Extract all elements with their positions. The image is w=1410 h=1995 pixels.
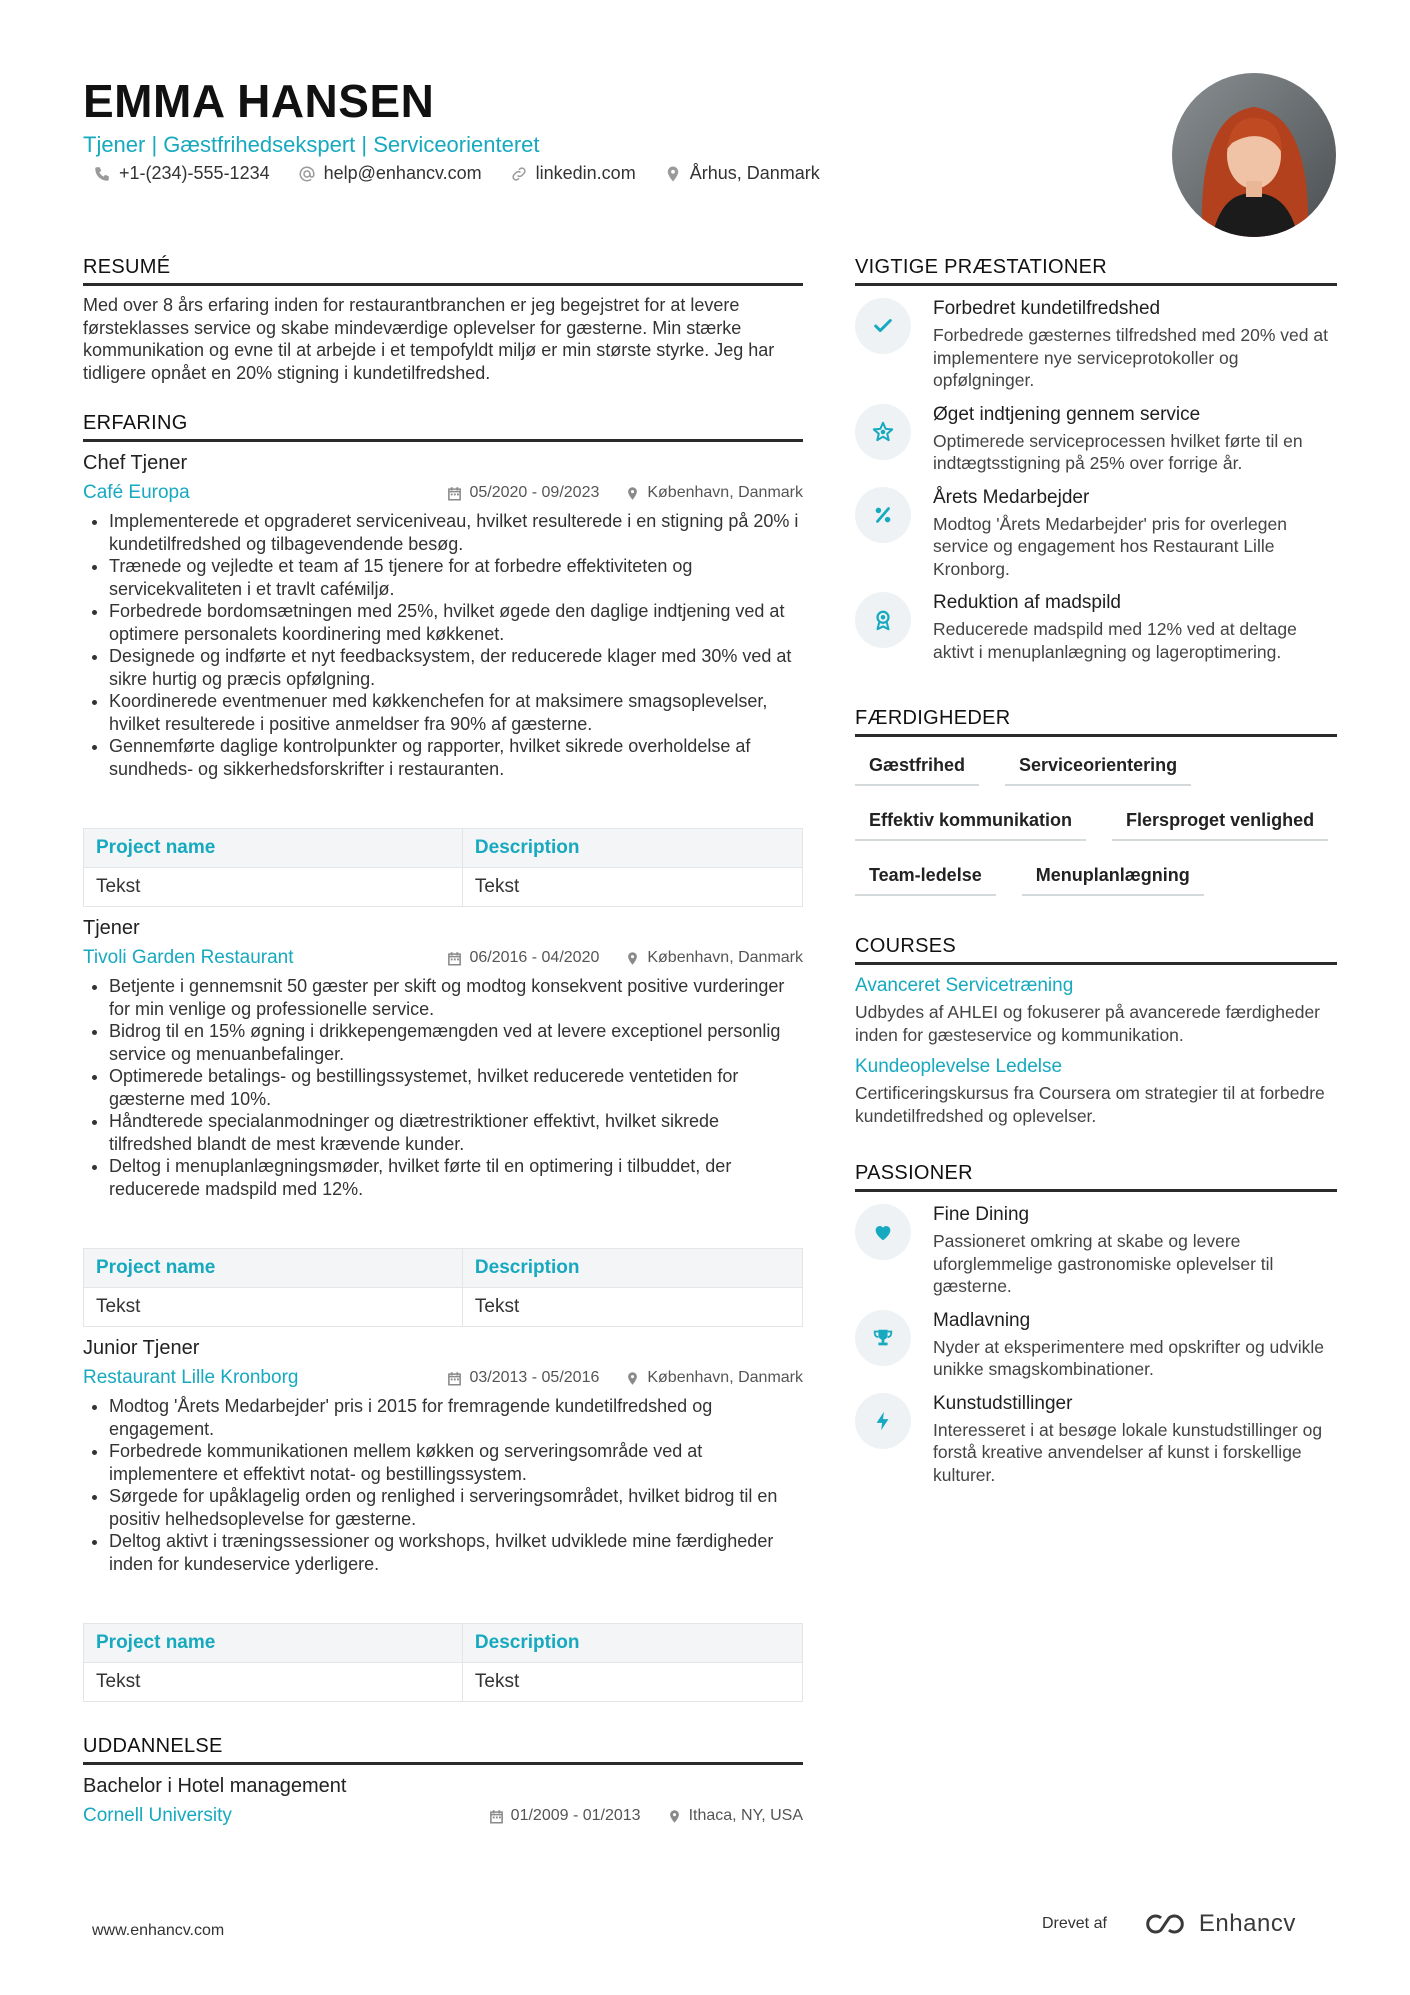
job-meta-right bbox=[447, 484, 803, 502]
linkedin-text[interactable]: linkedin.com bbox=[535, 163, 636, 183]
course-desc: Certificeringskursus fra Coursera om strategier til at forbedre kundetilfredshed og oplevelser. bbox=[855, 1083, 1325, 1126]
job-entry bbox=[83, 452, 803, 907]
location-text: Århus, Danmark bbox=[689, 163, 820, 183]
location-icon bbox=[625, 951, 640, 966]
project-name-header: Project name bbox=[84, 829, 463, 868]
job-meta-right bbox=[447, 949, 803, 967]
medal-icon bbox=[855, 592, 911, 648]
passion-item bbox=[855, 1393, 1337, 1487]
summary-title: RESUMÉ bbox=[83, 256, 803, 286]
achievement-item bbox=[855, 592, 1337, 663]
course-title: Avanceret Servicetræning bbox=[855, 975, 1074, 996]
contact-phone bbox=[93, 163, 270, 184]
job-dates bbox=[447, 484, 599, 502]
passion-desc: Passioneret omkring at skabe og levere uforglemmelige gastronomiske oplevelser til gæsterne. bbox=[933, 1231, 1274, 1296]
bullet-item: • Deltog aktivt i træningssessioner og workshops, hvilket udviklede mine færdigheder inden for kundeservice yderligere. bbox=[109, 1530, 803, 1575]
achievement-desc: Forbedrede gæsternes tilfredshed med 20% ved at implementere nye serviceprotokoller og opfølgninger. bbox=[933, 325, 1328, 390]
job-dates bbox=[447, 1369, 599, 1387]
skill-tag: Effektiv kommunikation bbox=[855, 804, 1086, 841]
brand-logo[interactable] bbox=[1141, 1910, 1296, 1938]
courses-section bbox=[855, 935, 1337, 1127]
project-name-cell: Tekst bbox=[84, 1663, 463, 1702]
passion-desc: Nyder at eksperimentere med opskrifter og udvikle unikke smagskombinationer. bbox=[933, 1336, 1325, 1379]
achievement-desc: Optimerede serviceprocessen hvilket førte til en indtægtsstigning på 25% over forrige år. bbox=[933, 430, 1303, 473]
calendar-icon bbox=[447, 486, 462, 501]
bullet-item: • Trænede og vejledte et team af 15 tjenere for at forbedre effektiviteten og servicekvaliteten i et travlt caféмiljø. bbox=[109, 555, 803, 600]
description-cell: Tekst bbox=[462, 868, 802, 907]
job-entry bbox=[83, 917, 803, 1327]
job-location bbox=[625, 949, 803, 967]
education-location-text: Ithaca, NY, USA bbox=[688, 1807, 803, 1824]
education-meta-right bbox=[489, 1807, 803, 1825]
project-name-cell: Tekst bbox=[84, 868, 463, 907]
job-dates-text: 03/2013 - 05/2016 bbox=[469, 1369, 600, 1386]
achievement-item bbox=[855, 298, 1337, 392]
bullet-item: • Designede og indførte et nyt feedbacksystem, der reducerede klager med 30% ved at sikre hurtig og præcis opfølgning. bbox=[109, 645, 803, 690]
bullet-item: • Håndterede specialanmodninger og diætrestriktioner effektivt, hvilket sikrede tilfredshed blandt de mest krævende kunder. bbox=[109, 1110, 803, 1155]
education-dates-text: 01/2009 - 01/2013 bbox=[510, 1807, 641, 1824]
education-dates bbox=[489, 1807, 641, 1825]
job-entry bbox=[83, 1337, 803, 1702]
course-item bbox=[855, 1056, 1337, 1127]
passion-title: Madlavning bbox=[933, 1309, 1031, 1331]
passion-title: Fine Dining bbox=[933, 1204, 1030, 1225]
location-icon bbox=[625, 486, 640, 501]
skill-tag: Gæstfrihed bbox=[855, 749, 979, 786]
bullet-item: • Deltog i menuplanlægningsmøder, hvilket førte til en optimering i tilbuddet, der reducerede madspild med 12%. bbox=[109, 1155, 803, 1200]
skill-tag: Serviceorientering bbox=[1005, 749, 1191, 786]
job-location-text: København, Danmark bbox=[647, 949, 803, 966]
bullet-item: • Betjente i gennemsnit 50 gæster per skift og modtog konsekvent positive vurderinger for min venlige og professionelle service. bbox=[109, 975, 803, 1020]
calendar-icon bbox=[447, 1371, 462, 1386]
experience-title: ERFARING bbox=[83, 412, 803, 442]
skills-list bbox=[855, 749, 1337, 896]
project-table bbox=[83, 828, 803, 907]
heart-icon bbox=[855, 1204, 911, 1260]
skill-tag: Flersproget venlighed bbox=[1112, 804, 1328, 841]
project-name-header: Project name bbox=[84, 1624, 463, 1663]
lightning-icon bbox=[855, 1393, 911, 1449]
footer-website[interactable]: www.enhancv.com bbox=[92, 1922, 225, 1939]
course-title: Kundeoplevelse Ledelse bbox=[855, 1056, 1063, 1077]
job-dates bbox=[447, 949, 599, 967]
passion-title: Kunstudstillinger bbox=[933, 1392, 1073, 1414]
percent-icon bbox=[855, 487, 911, 543]
project-table bbox=[83, 1248, 803, 1327]
skill-tag: Menuplanlægning bbox=[1022, 859, 1204, 896]
bullet-item: • Forbedrede kommunikationen mellem køkken og serveringsområde ved at implementere et effektivt notat- og bestillingssystem. bbox=[109, 1440, 803, 1485]
location-icon bbox=[625, 1371, 640, 1386]
job-meta bbox=[83, 1367, 803, 1389]
passions-title: PASSIONER bbox=[855, 1162, 1337, 1192]
passion-desc: Interesseret i at besøge lokale kunstudstillinger og forstå kreative anvendelser af kunst i forskellige kulturer. bbox=[933, 1419, 1323, 1485]
course-desc: Udbydes af AHLEI og fokuserer på avancerede færdigheder inden for gæsteservice og kommunikation. bbox=[855, 1002, 1321, 1045]
job-meta bbox=[83, 482, 803, 504]
summary-section bbox=[83, 256, 803, 384]
achievement-item bbox=[855, 487, 1337, 581]
location-icon bbox=[667, 1809, 682, 1824]
achievements-title: VIGTIGE PRÆSTATIONER bbox=[855, 256, 1337, 286]
candidate-name: EMMA HANSEN bbox=[83, 75, 435, 127]
bullet-item: • Bidrog til en 15% øgning i drikkepengemængden ved at levere exceptionel personlig service og menuanbefalinger. bbox=[109, 1020, 803, 1065]
bullet-item: • Implementerede et opgraderet serviceniveau, hvilket resulterede i en stigning på 20% i kundetilfredshed og tilbagevendende besøg. bbox=[109, 510, 803, 555]
job-meta-right bbox=[447, 1369, 803, 1387]
contact-linkedin[interactable] bbox=[510, 163, 636, 184]
education-title: UDDANNELSE bbox=[83, 1735, 803, 1765]
achievements-section bbox=[855, 256, 1337, 663]
trophy-icon bbox=[855, 1310, 911, 1366]
job-title: Chef Tjener bbox=[83, 452, 188, 474]
description-header: Description bbox=[462, 1624, 802, 1663]
achievement-title: Forbedret kundetilfredshed bbox=[933, 298, 1161, 319]
phone-icon bbox=[93, 165, 111, 183]
contact-location bbox=[664, 163, 820, 184]
job-bullets bbox=[83, 1395, 803, 1575]
bullet-item: • Sørgede for upåklagelig orden og renlighed i serveringsområdet, hvilket bidrog til en positiv helhedsoplevelse for gæsterne. bbox=[109, 1485, 803, 1530]
avatar bbox=[1172, 73, 1336, 237]
job-location bbox=[625, 484, 803, 502]
bullet-item: • Gennemførte daglige kontrolpunkter og rapporter, hvilket sikrede overholdelse af sundheds- og sikkerhedsforskrifter i restauranten. bbox=[109, 735, 803, 780]
company-name: Café Europa bbox=[83, 482, 190, 503]
link-icon bbox=[510, 165, 528, 183]
education-location bbox=[667, 1807, 803, 1825]
job-bullets bbox=[83, 975, 803, 1200]
avatar-photo bbox=[1172, 73, 1336, 237]
achievement-title: Reduktion af madspild bbox=[933, 592, 1121, 613]
job-location-text: København, Danmark bbox=[647, 484, 803, 501]
job-title: Tjener bbox=[83, 917, 140, 939]
achievement-title: Årets Medarbejder bbox=[933, 486, 1090, 508]
school-name: Cornell University bbox=[83, 1805, 232, 1826]
job-location-text: København, Danmark bbox=[647, 1369, 803, 1386]
achievement-title: Øget indtjening gennem service bbox=[933, 403, 1201, 425]
job-meta bbox=[83, 947, 803, 969]
project-table bbox=[83, 1623, 803, 1702]
summary-text: Med over 8 års erfaring inden for restaurantbranchen er jeg begejstret for at levere førsteklasses service og skabe mindeværdige oplevelser for gæsterne. Min stærke kommunikation og evne til at arbejde i et tempofyldt miljø er min største styrke. Jeg har tidligere opnået en 20% stigning i kundetilfredshed. bbox=[83, 295, 775, 383]
achievement-desc: Reducerede madspild med 12% ved at deltage aktivt i menuplanlægning og lageroptimering. bbox=[933, 619, 1297, 662]
education-section bbox=[83, 1735, 803, 1827]
project-name-cell: Tekst bbox=[84, 1288, 463, 1327]
job-dates-text: 05/2020 - 09/2023 bbox=[469, 484, 600, 501]
description-cell: Tekst bbox=[462, 1663, 802, 1702]
experience-section bbox=[83, 412, 803, 1702]
phone-text: +1-(234)-555-1234 bbox=[119, 163, 270, 183]
candidate-subtitle: Tjener | Gæstfrihedsekspert | Serviceorienteret bbox=[83, 132, 540, 157]
powered-by-text: Drevet af bbox=[1042, 1915, 1107, 1932]
courses-title: COURSES bbox=[855, 935, 1337, 965]
email-text[interactable]: help@enhancv.com bbox=[323, 163, 482, 183]
contact-email[interactable] bbox=[298, 163, 482, 184]
company-name: Tivoli Garden Restaurant bbox=[83, 947, 294, 968]
contact-list bbox=[93, 163, 820, 184]
job-title: Junior Tjener bbox=[83, 1337, 200, 1359]
education-meta bbox=[83, 1805, 803, 1827]
description-cell: Tekst bbox=[462, 1288, 802, 1327]
skills-title: FÆRDIGHEDER bbox=[855, 707, 1337, 737]
enhancv-logo-icon bbox=[1141, 1912, 1189, 1936]
bullet-item: • Koordinerede eventmenuer med køkkenchefen for at maksimere smagsoplevelser, hvilket resulterede i positive anmeldser fra 90% af gæsterne. bbox=[109, 690, 803, 735]
achievement-item bbox=[855, 404, 1337, 475]
calendar-icon bbox=[447, 951, 462, 966]
achievement-desc: Modtog 'Årets Medarbejder' pris for overlegen service og engagement hos Restaurant Lille Kronborg. bbox=[933, 513, 1287, 579]
project-name-header: Project name bbox=[84, 1249, 463, 1288]
footer-branding bbox=[1042, 1910, 1296, 1938]
checkmark-icon bbox=[855, 298, 911, 354]
bullet-item: • Forbedrede bordomsætningen med 25%, hvilket øgede den daglige indtjening ved at optimere personalets koordinering med køkkenet. bbox=[109, 600, 803, 645]
job-location bbox=[625, 1369, 803, 1387]
degree-title: Bachelor i Hotel management bbox=[83, 1775, 347, 1797]
at-icon bbox=[298, 165, 316, 183]
calendar-icon bbox=[489, 1809, 504, 1824]
job-dates-text: 06/2016 - 04/2020 bbox=[469, 949, 600, 966]
passion-item bbox=[855, 1204, 1337, 1298]
job-bullets bbox=[83, 510, 803, 780]
course-item bbox=[855, 975, 1337, 1046]
skill-tag: Team-ledelse bbox=[855, 859, 996, 896]
brand-name: Enhancv bbox=[1198, 1910, 1296, 1937]
bullet-item: • Modtog 'Årets Medarbejder' pris i 2015 for fremragende kundetilfredshed og engagement. bbox=[109, 1395, 803, 1440]
company-name: Restaurant Lille Kronborg bbox=[83, 1367, 299, 1388]
location-icon bbox=[664, 165, 682, 183]
description-header: Description bbox=[462, 829, 802, 868]
passion-item bbox=[855, 1310, 1337, 1381]
description-header: Description bbox=[462, 1249, 802, 1288]
skills-section bbox=[855, 707, 1337, 896]
passions-section bbox=[855, 1162, 1337, 1486]
star-icon bbox=[855, 404, 911, 460]
bullet-item: • Optimerede betalings- og bestillingssystemet, hvilket reducerede ventetiden for gæsterne med 10%. bbox=[109, 1065, 803, 1110]
